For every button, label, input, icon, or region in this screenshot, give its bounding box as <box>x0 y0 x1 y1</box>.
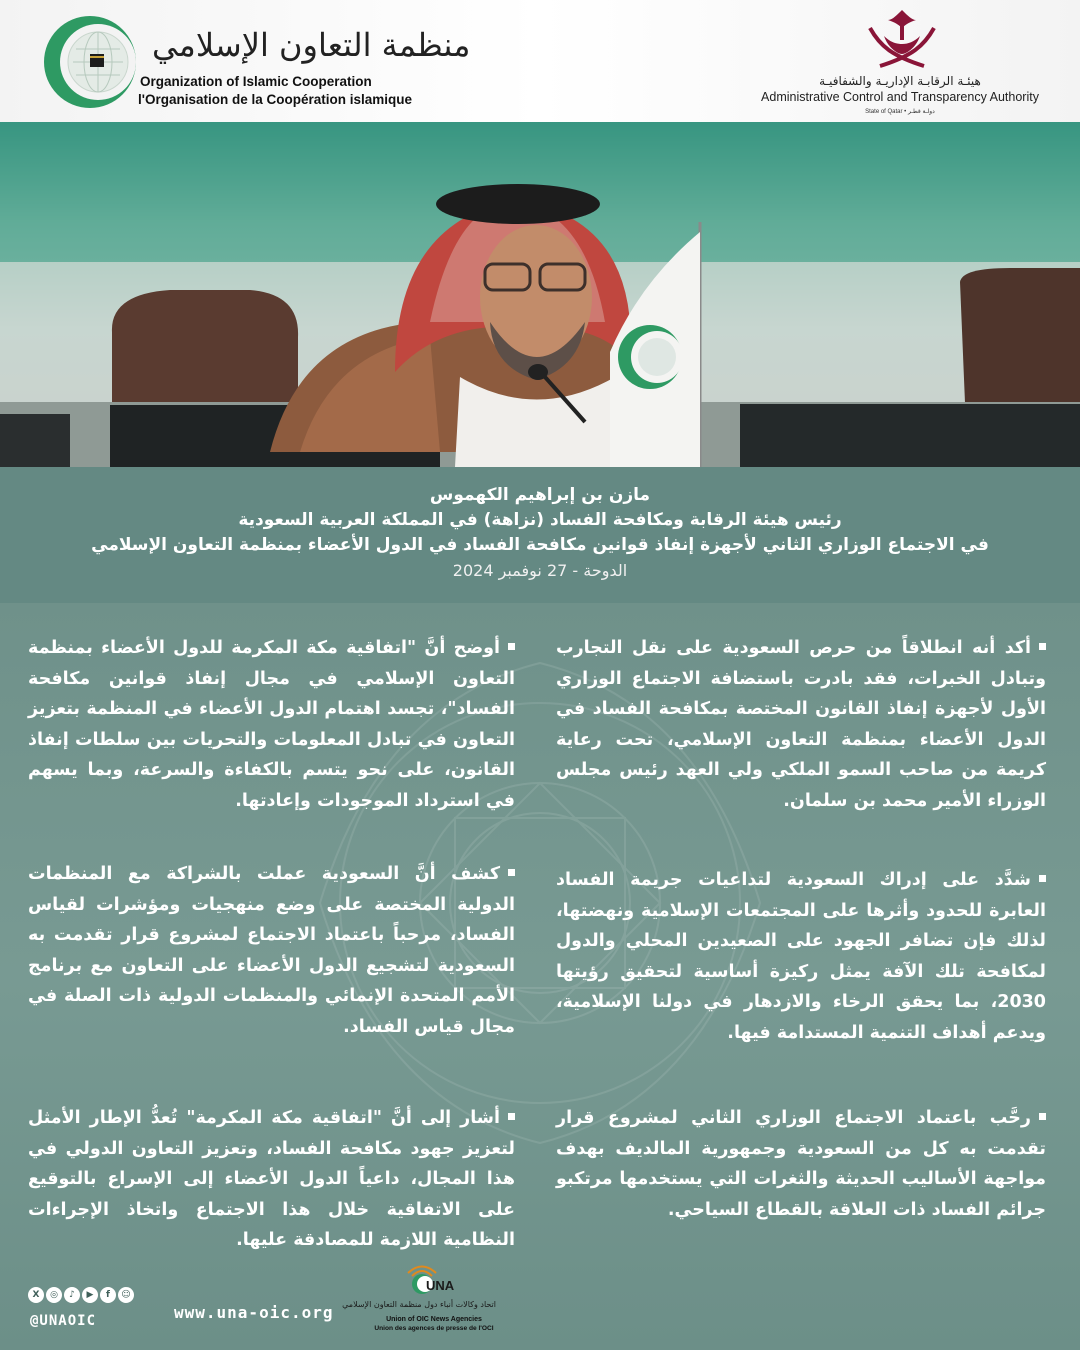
bullet-marker <box>508 1113 515 1120</box>
youtube-icon[interactable]: ▶ <box>82 1287 98 1303</box>
speaker-photo-illustration <box>0 122 1080 467</box>
una-logo-icon <box>404 1264 464 1302</box>
qatar-emblem-icon <box>862 6 942 72</box>
una-logo-text: UNA <box>426 1278 455 1293</box>
paragraph-text: أكد أنه انطلاقاً من حرص السعودية على نقل التجارب وتبادل الخبرات، فقد بادرت باستضافة الاجتماع الوزاري الأول لأجهزة إنفاذ القانون المختصة بمكافحة الفساد في الدول الأعضاء بمنظمة التعاون الإسلامي، تحت رعاية كريمة من صاحب السمو الملكي ولي العهد رئيس مجلس الوزراء الأمير محمد بن سلمان. <box>556 638 1046 811</box>
paragraph-text: رحَّب باعتماد الاجتماع الوزاري الثاني لمشروع قرار تقدمت به كل من السعودية وجمهورية المالديف بهدف مواجهة الأساليب الحديثة والثغرات التي يستخدمها مرتكبو جرائم الفساد ذات العلاقة بالقطاع السياحي. <box>556 1108 1046 1220</box>
bullet-marker <box>1039 643 1046 650</box>
paragraph-text: شدَّد على إدراك السعودية لتداعيات جريمة الفساد العابرة للحدود وأثرها على المجتمعات الإسلامية ونهضتها، لذلك فإن تضافر الجهود على الصعيدين المحلي والدول لمكافحة تلك الآفة يمثل ركيزة أساسية لتحقيق رؤيتها 2030، بما يحقق الرخاء والازدهار في دولنا الإسلامية، ويدعم أهداف التنمية المستدامة فيها. <box>556 870 1046 1043</box>
bullet-marker <box>508 643 515 650</box>
social-icons-row <box>28 1287 134 1303</box>
una-english-name: Union of OIC News Agencies <box>386 1316 482 1323</box>
bullet-marker <box>1039 875 1046 882</box>
paragraph-left-3 <box>28 1103 515 1256</box>
bullet-marker <box>1039 1113 1046 1120</box>
snapchat-icon[interactable]: ☺ <box>118 1287 134 1303</box>
speaker-position: رئيس هيئة الرقابة ومكافحة الفساد (نزاهة) في المملكة العربية السعودية <box>238 510 842 530</box>
place-date: الدوحة - 27 نوفمبر 2024 <box>452 561 628 580</box>
paragraph-right-2 <box>556 865 1046 1049</box>
acta-state-label: State of Qatar • دولـة قطـر <box>865 109 935 115</box>
oic-arabic-name: منظمة التعاون الإسلامي <box>152 26 471 64</box>
acta-arabic-name: هيئـة الرقابـة الإداريـة والشفافيـة <box>819 74 981 88</box>
speaker-photo <box>0 122 1080 467</box>
bullet-marker <box>508 869 515 876</box>
paragraph-text: أوضح أنَّ "اتفاقية مكة المكرمة للدول الأعضاء بمنظمة التعاون الإسلامي في مجال إنفاذ قوانين مكافحة الفساد"، تجسد اهتمام الدول الأعضاء في المنظمة بتعزيز التعاون في تبادل المعلومات والتحريات بين سلطات إنفاذ القانون، على نحو يتسم بالكفاءة والسرعة، وبما يسهم في استرداد الموجودات وإعادتها. <box>28 638 515 811</box>
oic-english-name: Organization of Islamic Cooperation <box>140 74 372 89</box>
oic-french-name: l'Organisation de la Coopération islamique <box>138 92 413 107</box>
paragraph-left-2 <box>28 859 515 1043</box>
paragraph-right-3 <box>556 1103 1046 1225</box>
una-french-name: Union des agences de presse de l'OCI <box>374 1325 494 1332</box>
paragraph-text: أشار إلى أنَّ "اتفاقية مكة المكرمة" تُعدُّ الإطار الأمثل لتعزيز جهود مكافحة الفساد، وتعزيز التعاون الدولي في هذا المجال، داعياً الدول الأعضاء إلى الإسراع بالتوقيع على الاتفاقية خلال هذا الاجتماع واتخاذ الإجراءات النظامية اللازمة للمصادقة عليها. <box>28 1108 515 1251</box>
instagram-icon[interactable]: ◎ <box>46 1287 62 1303</box>
oic-crescent-logo-icon <box>40 14 140 110</box>
statement-body <box>0 603 1080 1350</box>
speaker-name: مازن بن إبراهيم الكهموس <box>429 485 651 505</box>
facebook-icon[interactable]: f <box>100 1287 116 1303</box>
acta-english-name: Administrative Control and Transparency Authority <box>761 90 1039 104</box>
x-icon[interactable]: X <box>28 1287 44 1303</box>
social-handle[interactable]: @UNAOIC <box>30 1313 97 1329</box>
paragraph-text: كشف أنَّ السعودية عملت بالشراكة مع المنظمات الدولية المختصة على وضع منهجيات ومؤشرات لقياس الفساد، مرحباً باعتماد الاجتماع لمشروع قرار تقدمت به السعودية لتشجيع الدول الأعضاء على التعاون مع برنامج الأمم المتحدة الإنمائي والمنظمات الدولية ذات الصلة في مجال قياس الفساد. <box>28 864 515 1037</box>
title-block <box>0 467 1080 603</box>
paragraph-left-1 <box>28 633 515 817</box>
website-link[interactable]: www.una-oic.org <box>174 1303 334 1322</box>
header-banner <box>0 0 1080 122</box>
paragraph-right-1 <box>556 633 1046 817</box>
event-title: في الاجتماع الوزاري الثاني لأجهزة إنفاذ قوانين مكافحة الفساد في الدول الأعضاء بمنظمة التعاون الإسلامي <box>91 535 989 555</box>
una-arabic-name: اتحاد وكالات أنباء دول منظمة التعاون الإسلامي <box>342 1300 496 1309</box>
tiktok-icon[interactable]: ♪ <box>64 1287 80 1303</box>
